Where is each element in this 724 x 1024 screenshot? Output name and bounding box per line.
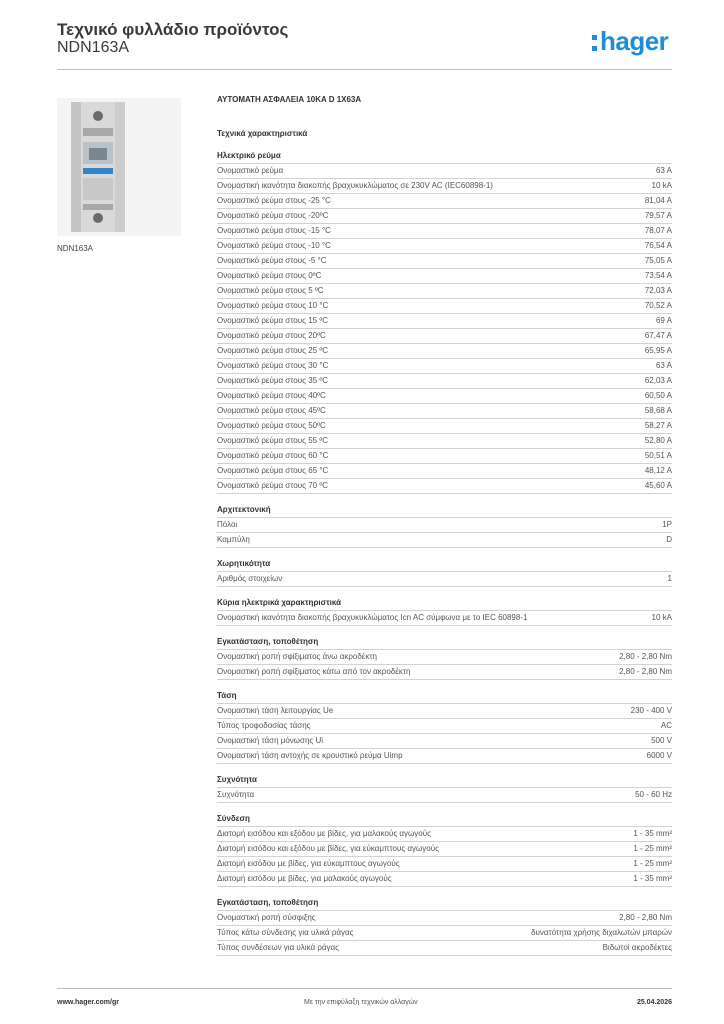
footer-note: Με την επιφύλαξη τεχνικών αλλαγών <box>304 999 418 1006</box>
spec-value: 65,95 A <box>644 346 672 355</box>
spec-label: Τύπος συνδέσεων για υλικά ράγας <box>217 943 339 952</box>
spec-value: 78,07 A <box>644 226 672 235</box>
footer-date: 25.04.2026 <box>636 999 672 1006</box>
spec-value: 72,03 A <box>644 286 672 295</box>
spec-value: 1P <box>662 520 672 529</box>
spec-label: Ονομαστικό ρεύμα στους 45ºC <box>217 406 326 415</box>
spec-value: 2,80 - 2,80 Nm <box>619 913 672 922</box>
spec-label: Ονομαστικό ρεύμα στους 40ºC <box>217 391 326 400</box>
spec-row <box>217 650 672 665</box>
spec-value: 76,54 A <box>644 241 672 250</box>
spec-value: 62,03 A <box>644 376 672 385</box>
spec-sections <box>217 150 672 956</box>
spec-value: 1 - 35 mm² <box>633 829 672 838</box>
spec-row <box>217 359 672 374</box>
spec-row <box>217 224 672 239</box>
spec-row <box>217 239 672 254</box>
spec-label: Ονομαστική τάση λειτουργίας Ue <box>217 706 334 715</box>
spec-section <box>217 636 672 680</box>
spec-value: 67,47 A <box>644 331 672 340</box>
spec-row <box>217 941 672 956</box>
header-title: Τεχνικό φυλλάδιο προϊόντος <box>57 20 289 39</box>
spec-label: Ονομαστικό ρεύμα στους 70 ºC <box>217 481 329 490</box>
tech-heading: Τεχνικά χαρακτηριστικά <box>217 129 308 138</box>
spec-label: Διατομή εισόδου και εξόδου με βίδες, για μαλακούς αγωγούς <box>217 829 431 838</box>
spec-value: 48,12 A <box>644 466 672 475</box>
spec-row <box>217 434 672 449</box>
spec-row <box>217 164 672 179</box>
spec-label: Ονομαστικό ρεύμα στους 20ºC <box>217 331 326 340</box>
circuit-breaker-icon <box>65 102 131 232</box>
spec-row <box>217 344 672 359</box>
spec-row <box>217 518 672 533</box>
spec-row <box>217 749 672 764</box>
spec-value: 1 - 25 mm² <box>633 844 672 853</box>
spec-value: 500 V <box>651 736 672 745</box>
spec-section <box>217 150 672 494</box>
spec-section <box>217 774 672 803</box>
spec-section <box>217 813 672 887</box>
section-title: Σύνδεση <box>217 813 672 827</box>
spec-row <box>217 719 672 734</box>
spec-row <box>217 194 672 209</box>
spec-row <box>217 857 672 872</box>
spec-label: Πόλοι <box>217 520 238 529</box>
section-title: Εγκατάσταση, τοποθέτηση <box>217 897 672 911</box>
logo-colon-icon <box>592 35 597 51</box>
spec-value: 1 - 35 mm² <box>633 874 672 883</box>
section-title: Ηλεκτρικό ρεύμα <box>217 150 672 164</box>
spec-value: 2,80 - 2,80 Nm <box>619 667 672 676</box>
spec-label: Καμπύλη <box>217 535 250 544</box>
spec-label: Διατομή εισόδου με βίδες, για εύκαμπτους αγωγούς <box>217 859 400 868</box>
spec-label: Ονομαστική ροπή σύσφιξης <box>217 913 316 922</box>
spec-row <box>217 299 672 314</box>
spec-row <box>217 734 672 749</box>
spec-row <box>217 254 672 269</box>
spec-value: D <box>666 535 672 544</box>
spec-value: 10 kA <box>651 613 672 622</box>
footer-divider <box>57 988 672 989</box>
spec-label: Ονομαστικό ρεύμα στους 5 ºC <box>217 286 324 295</box>
spec-row <box>217 911 672 926</box>
spec-value: 70,52 A <box>644 301 672 310</box>
spec-row <box>217 314 672 329</box>
product-image <box>57 98 181 236</box>
spec-label: Ονομαστική ικανότητα διακοπής βραχυκυκλώματος Icn AC σύμφωνα με το IEC 60898-1 <box>217 613 528 622</box>
spec-value: 50,51 A <box>644 451 672 460</box>
spec-row <box>217 788 672 803</box>
spec-label: Ονομαστικό ρεύμα στους -25 °C <box>217 196 331 205</box>
spec-label: Ονομαστικό ρεύμα στους 60 °C <box>217 451 329 460</box>
spec-value: 81,04 A <box>644 196 672 205</box>
spec-row <box>217 209 672 224</box>
spec-row <box>217 284 672 299</box>
spec-row <box>217 479 672 494</box>
spec-value: 69 A <box>655 316 672 325</box>
spec-label: Διατομή εισόδου με βίδες, για μαλακούς αγωγούς <box>217 874 392 883</box>
spec-label: Ονομαστικό ρεύμα στους 65 °C <box>217 466 329 475</box>
hager-logo <box>592 28 668 54</box>
spec-label: Ονομαστικό ρεύμα στους 25 ºC <box>217 346 329 355</box>
spec-label: Ονομαστικό ρεύμα στους -10 °C <box>217 241 331 250</box>
spec-row <box>217 389 672 404</box>
spec-label: Ονομαστικό ρεύμα στους -15 °C <box>217 226 331 235</box>
footer-website[interactable]: www.hager.com/gr <box>57 999 119 1006</box>
spec-label: Διατομή εισόδου και εξόδου με βίδες, για εύκαμπτους αγωγούς <box>217 844 439 853</box>
spec-label: Ονομαστικό ρεύμα στους 10 °C <box>217 301 329 310</box>
spec-row <box>217 449 672 464</box>
spec-label: Ονομαστικό ρεύμα στους 15 ºC <box>217 316 329 325</box>
spec-row <box>217 872 672 887</box>
spec-value: 1 - 25 mm² <box>633 859 672 868</box>
spec-row <box>217 926 672 941</box>
product-image-caption: NDN163A <box>57 244 94 253</box>
spec-label: Ονομαστική ροπή σφίξιματος άνω ακροδέκτη <box>217 652 377 661</box>
section-title: Κύρια ηλεκτρικά χαρακτηριστικά <box>217 597 672 611</box>
spec-label: Ονομαστικό ρεύμα στους 30 °C <box>217 361 329 370</box>
spec-label: Ονομαστική ροπή σφίξιματος κάτω από τον ακροδέκτη <box>217 667 411 676</box>
spec-value: 1 <box>667 574 672 583</box>
spec-label: Ονομαστικό ρεύμα στους 0ºC <box>217 271 322 280</box>
spec-label: Ονομαστική ικανότητα διακοπής βραχυκυκλώματος σε 230V AC (IEC60898-1) <box>217 181 493 190</box>
section-title: Τάση <box>217 690 672 704</box>
spec-value: 79,57 A <box>644 211 672 220</box>
logo-text: hager <box>600 26 669 56</box>
section-title: Αρχιτεκτονική <box>217 504 672 518</box>
section-title: Χωρητικότητα <box>217 558 672 572</box>
spec-label: Ονομαστικό ρεύμα στους 55 ºC <box>217 436 329 445</box>
spec-value: AC <box>660 721 672 730</box>
spec-label: Ονομαστικό ρεύμα στους -5 °C <box>217 256 327 265</box>
spec-row <box>217 419 672 434</box>
spec-value: 45,60 A <box>644 481 672 490</box>
spec-label: Ονομαστικό ρεύμα στους -20ºC <box>217 211 329 220</box>
spec-row <box>217 374 672 389</box>
spec-section <box>217 504 672 548</box>
spec-value: 60,50 A <box>644 391 672 400</box>
header-product-code: NDN163A <box>57 39 130 56</box>
spec-value: 6000 V <box>646 751 672 760</box>
spec-section <box>217 597 672 626</box>
spec-content <box>217 94 672 966</box>
spec-row <box>217 572 672 587</box>
spec-label: Συχνότητα <box>217 790 255 799</box>
spec-value: 230 - 400 V <box>630 706 672 715</box>
spec-value: 58,68 A <box>644 406 672 415</box>
spec-row <box>217 464 672 479</box>
spec-value: 10 kA <box>651 181 672 190</box>
spec-value: 58,27 A <box>644 421 672 430</box>
spec-label: Αριθμός στοιχείων <box>217 574 283 583</box>
spec-row <box>217 533 672 548</box>
spec-label: Ονομαστικό ρεύμα στους 35 ºC <box>217 376 329 385</box>
spec-row <box>217 329 672 344</box>
spec-value: 75,05 A <box>644 256 672 265</box>
spec-label: Ονομαστική τάση μόνωσης Ui <box>217 736 324 745</box>
spec-value: 2,80 - 2,80 Nm <box>619 652 672 661</box>
product-name: ΑΥΤΟΜΑΤΗ ΑΣΦΑΛΕΙΑ 10KA D 1X63A <box>217 95 362 104</box>
spec-row <box>217 827 672 842</box>
spec-value: 63 A <box>655 361 672 370</box>
spec-label: Ονομαστική τάση αντοχής σε κρουστικό ρεύμα Uimp <box>217 751 403 760</box>
spec-section <box>217 897 672 956</box>
section-title: Εγκατάσταση, τοποθέτηση <box>217 636 672 650</box>
spec-label: Τύπος κάτω σύνδεσης για υλικά ράγας <box>217 928 354 937</box>
spec-value: δυνατότητα χρήσης διχαλωτών μπαρών <box>531 928 672 937</box>
spec-row <box>217 704 672 719</box>
spec-value: Βιδωτοί ακροδέκτες <box>602 943 672 952</box>
spec-row <box>217 611 672 626</box>
spec-value: 73,54 A <box>644 271 672 280</box>
section-title: Συχνότητα <box>217 774 672 788</box>
header-divider <box>57 69 672 70</box>
spec-row <box>217 842 672 857</box>
spec-value: 50 - 60 Hz <box>635 790 672 799</box>
spec-section <box>217 690 672 764</box>
spec-value: 63 A <box>655 166 672 175</box>
spec-label: Τύπος τροφοδοσίας τάσης <box>217 721 311 730</box>
spec-section <box>217 558 672 587</box>
spec-label: Ονομαστικό ρεύμα <box>217 166 284 175</box>
spec-row <box>217 179 672 194</box>
spec-label: Ονομαστικό ρεύμα στους 50ºC <box>217 421 326 430</box>
spec-row <box>217 665 672 680</box>
spec-value: 52,80 A <box>644 436 672 445</box>
spec-row <box>217 404 672 419</box>
spec-row <box>217 269 672 284</box>
